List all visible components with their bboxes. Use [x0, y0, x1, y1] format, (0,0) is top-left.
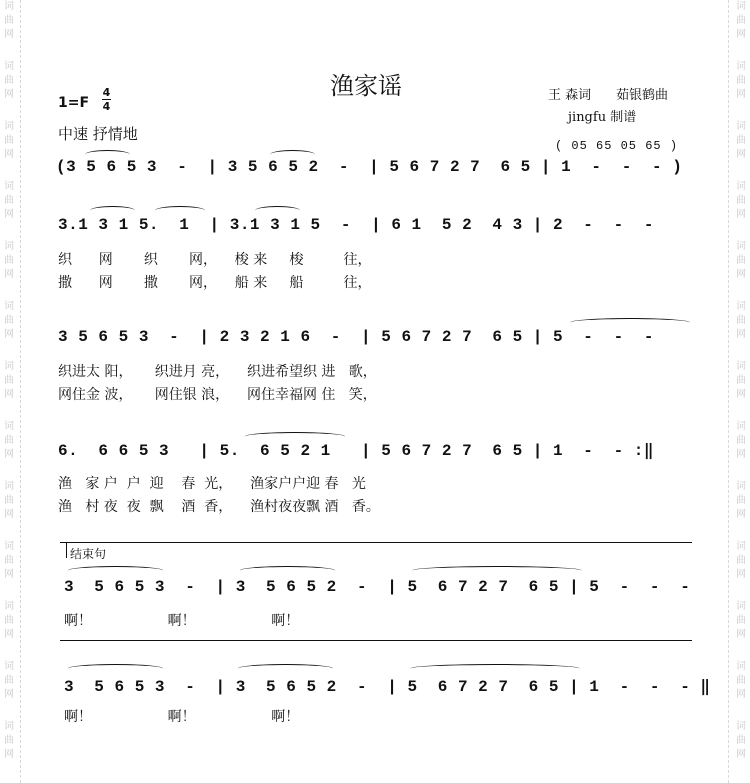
- watermark-glyph: 网: [736, 749, 746, 760]
- ending-frame-top: [60, 542, 692, 543]
- song-title: 渔家谣: [330, 72, 402, 100]
- watermark-glyph: 网: [4, 509, 14, 520]
- watermark-glyph: 曲: [4, 375, 14, 386]
- lyric-line: 啊！ 啊！ 啊！: [64, 709, 300, 725]
- intro-figure: ( 05 65 05 65 ): [555, 139, 679, 153]
- watermark-glyph: 词: [4, 1, 14, 12]
- lyric-verse-2: 网住金 波， 网住银 浪， 网住幸福网 住 笑，: [58, 387, 377, 403]
- watermark-glyph: 曲: [4, 315, 14, 326]
- ending-frame-tick: [66, 542, 67, 558]
- watermark-glyph: 词: [736, 721, 746, 732]
- watermark-glyph: 曲: [736, 375, 746, 386]
- watermark-glyph: 曲: [736, 735, 746, 746]
- watermark-glyph: 词: [4, 241, 14, 252]
- notation-line: 3 5 6 5 3 - | 3 5 6 5 2 - | 5 6 7 2 7 6 5 | 1 - - - ‖: [64, 678, 711, 696]
- time-signature-bottom: 4: [102, 100, 111, 113]
- watermark-glyph: 曲: [4, 675, 14, 686]
- slur: [412, 566, 582, 575]
- watermark-glyph: 曲: [4, 135, 14, 146]
- lyric-verse-2: 渔 村 夜 夜 飘 酒 香， 渔村夜夜飘 酒 香。: [58, 499, 380, 515]
- watermark-left: [2, 0, 16, 783]
- notation-line: 3 5 6 5 3 - | 2 3 2 1 6 - | 5 6 7 2 7 6 5 | 5 - - -: [58, 328, 654, 346]
- watermark-glyph: 曲: [4, 435, 14, 446]
- watermark-glyph: 网: [736, 209, 746, 220]
- tempo-marking: 中速 抒情地: [58, 125, 138, 143]
- watermark-glyph: 曲: [736, 315, 746, 326]
- slur: [155, 206, 205, 215]
- slur: [410, 664, 580, 673]
- watermark-glyph: 曲: [4, 555, 14, 566]
- watermark-glyph: 网: [736, 449, 746, 460]
- watermark-glyph: 词: [736, 241, 746, 252]
- slur: [68, 664, 163, 673]
- page-edge-left: [20, 0, 21, 783]
- watermark-glyph: 网: [736, 629, 746, 640]
- watermark-glyph: 曲: [736, 75, 746, 86]
- watermark-glyph: 词: [736, 61, 746, 72]
- watermark-glyph: 网: [4, 569, 14, 580]
- watermark-glyph: 网: [4, 449, 14, 460]
- slur: [90, 206, 135, 215]
- watermark-glyph: 曲: [736, 195, 746, 206]
- watermark-glyph: 曲: [4, 615, 14, 626]
- watermark-glyph: 曲: [736, 615, 746, 626]
- composer-credit: 茹银鹤曲: [616, 88, 669, 103]
- watermark-glyph: 网: [4, 389, 14, 400]
- slur: [68, 566, 163, 575]
- watermark-glyph: 网: [736, 29, 746, 40]
- ending-section-label: 结束句: [70, 547, 107, 561]
- lyric-verse-1: 织 网 织 网， 梭 来 梭 往，: [58, 252, 372, 268]
- watermark-glyph: 网: [736, 389, 746, 400]
- watermark-glyph: 网: [4, 749, 14, 760]
- watermark-glyph: 曲: [736, 435, 746, 446]
- time-signature: [102, 86, 111, 113]
- watermark-glyph: 词: [4, 361, 14, 372]
- watermark-glyph: 词: [4, 61, 14, 72]
- watermark-glyph: 词: [4, 541, 14, 552]
- watermark-glyph: 曲: [4, 255, 14, 266]
- lyricist-credit: 王 森词: [548, 88, 592, 103]
- slur: [85, 150, 130, 159]
- watermark-glyph: 曲: [4, 735, 14, 746]
- watermark-glyph: 词: [736, 661, 746, 672]
- watermark-glyph: 网: [736, 509, 746, 520]
- watermark-glyph: 曲: [4, 495, 14, 506]
- watermark-glyph: 曲: [736, 675, 746, 686]
- key-signature: 1=F: [58, 95, 90, 111]
- watermark-glyph: 词: [4, 481, 14, 492]
- lyric-verse-1: 渔 家 户 户 迎 春 光， 渔家户户迎 春 光: [58, 476, 366, 492]
- watermark-glyph: 网: [736, 689, 746, 700]
- notation-line: 6. 6 6 5 3 | 5. 6 5 2 1 | 5 6 7 2 7 6 5 | 1 - - :‖: [58, 442, 655, 460]
- watermark-glyph: 网: [4, 149, 14, 160]
- time-signature-top: 4: [102, 86, 111, 99]
- watermark-glyph: 曲: [4, 15, 14, 26]
- watermark-glyph: 网: [4, 629, 14, 640]
- watermark-glyph: 曲: [4, 75, 14, 86]
- lyric-verse-1: 织进太 阳， 织进月 亮， 织进希望织 进 歌，: [58, 364, 377, 380]
- watermark-glyph: 词: [736, 421, 746, 432]
- notation-line: (3 5 6 5 3 - | 3 5 6 5 2 - | 5 6 7 2 7 6 5 | 1 - - - ): [56, 158, 683, 176]
- lyric-line: 啊！ 啊！ 啊！: [64, 613, 300, 629]
- watermark-glyph: 词: [4, 601, 14, 612]
- watermark-glyph: 曲: [736, 495, 746, 506]
- lyric-verse-2: 撒 网 撒 网， 船 来 船 往，: [58, 275, 372, 291]
- watermark-glyph: 词: [736, 361, 746, 372]
- watermark-glyph: 网: [736, 329, 746, 340]
- watermark-glyph: 曲: [4, 195, 14, 206]
- watermark-glyph: 网: [4, 209, 14, 220]
- watermark-glyph: 网: [736, 149, 746, 160]
- watermark-glyph: 曲: [736, 255, 746, 266]
- notation-line: 3.1 3 1 5. 1 | 3.1 3 1 5 - | 6 1 5 2 4 3 | 2 - - -: [58, 216, 654, 234]
- engraver-credit: jingfu 制谱: [568, 110, 637, 125]
- watermark-glyph: 网: [736, 569, 746, 580]
- slur: [238, 664, 333, 673]
- watermark-glyph: 网: [4, 89, 14, 100]
- page-edge-right: [728, 0, 729, 783]
- watermark-glyph: 词: [736, 541, 746, 552]
- watermark-glyph: 词: [4, 721, 14, 732]
- slur: [270, 150, 315, 159]
- watermark-glyph: 词: [4, 181, 14, 192]
- watermark-glyph: 网: [736, 269, 746, 280]
- watermark-glyph: 网: [4, 329, 14, 340]
- notation-line: 3 5 6 5 3 - | 3 5 6 5 2 - | 5 6 7 2 7 6 5 | 5 - - -: [64, 578, 691, 596]
- watermark-glyph: 网: [4, 689, 14, 700]
- watermark-glyph: 网: [736, 89, 746, 100]
- watermark-glyph: 词: [4, 661, 14, 672]
- slur: [245, 432, 345, 441]
- watermark-glyph: 曲: [736, 135, 746, 146]
- watermark-glyph: 曲: [736, 555, 746, 566]
- watermark-glyph: 曲: [736, 15, 746, 26]
- watermark-glyph: 词: [736, 481, 746, 492]
- ending-frame-divider: [60, 640, 692, 641]
- slur: [570, 318, 690, 327]
- watermark-glyph: 词: [736, 301, 746, 312]
- watermark-glyph: 词: [736, 1, 746, 12]
- watermark-glyph: 词: [736, 121, 746, 132]
- watermark-glyph: 网: [4, 269, 14, 280]
- watermark-glyph: 网: [4, 29, 14, 40]
- slur: [255, 206, 300, 215]
- watermark-glyph: 词: [4, 121, 14, 132]
- watermark-glyph: 词: [4, 421, 14, 432]
- watermark-right: [734, 0, 748, 783]
- slur: [240, 566, 335, 575]
- watermark-glyph: 词: [736, 601, 746, 612]
- watermark-glyph: 词: [736, 181, 746, 192]
- watermark-glyph: 词: [4, 301, 14, 312]
